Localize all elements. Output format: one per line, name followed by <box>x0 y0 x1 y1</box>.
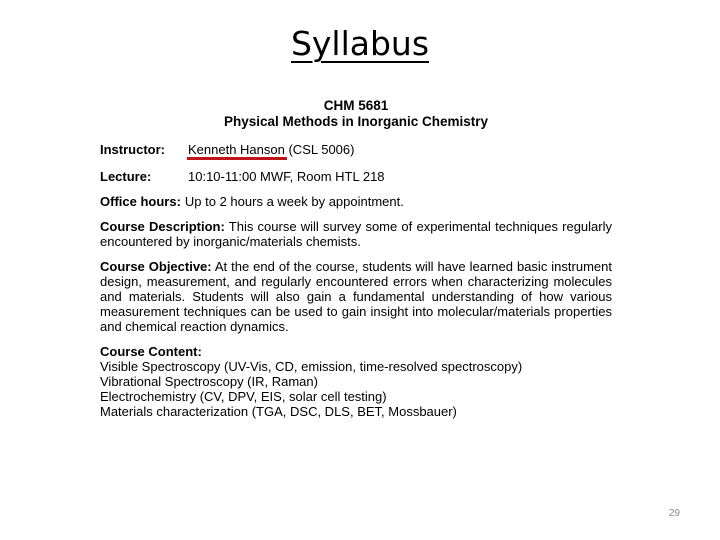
objective-label: Course Objective: <box>100 259 212 274</box>
page-number: 29 <box>668 508 680 519</box>
course-content-label: Course Content: <box>100 344 202 359</box>
office-hours-row <box>100 194 612 209</box>
instructor-office: (CSL 5006) <box>284 142 355 157</box>
list-item: Vibrational Spectroscopy (IR, Raman) <box>100 374 318 389</box>
office-hours-label: Office hours: <box>100 194 181 209</box>
syllabus-document <box>100 98 612 419</box>
course-objective <box>100 259 612 334</box>
instructor-label: Instructor: <box>100 142 165 157</box>
course-description <box>100 219 612 249</box>
instructor-name: Kenneth Hanson <box>188 142 285 157</box>
description-text: This course will survey some of experimental techniques regularly encountered by inorganic/materials chemists. <box>100 219 613 249</box>
instructor-row <box>100 142 612 157</box>
list-item: Electrochemistry (CV, DPV, EIS, solar cell testing) <box>100 389 387 404</box>
office-hours-value: Up to 2 hours a week by appointment. <box>184 194 404 209</box>
slide-title: Syllabus <box>290 24 430 63</box>
course-code: CHM 5681 <box>323 98 389 113</box>
description-label: Course Description: <box>100 219 225 234</box>
lecture-label: Lecture: <box>100 169 152 184</box>
list-item: Visible Spectroscopy (UV-Vis, CD, emission, time-resolved spectroscopy) <box>100 359 523 374</box>
instructor-value <box>188 142 354 157</box>
lecture-value: 10:10-11:00 MWF, Room HTL 218 <box>188 169 385 184</box>
list-item: Materials characterization (TGA, DSC, DLS, BET, Mossbauer) <box>100 404 457 419</box>
objective-text: At the end of the course, students will have learned basic instrument design, measurement, and regularly encountered errors when characterizing molecules and materials. Students will also gain a fundamental understanding of how various measurement techniques can be used to gain insight into molecular/materials properties and chemical reaction dynamics. <box>100 259 612 334</box>
lecture-row <box>100 169 612 184</box>
course-name: Physical Methods in Inorganic Chemistry <box>223 114 489 129</box>
course-content-list <box>100 359 612 419</box>
